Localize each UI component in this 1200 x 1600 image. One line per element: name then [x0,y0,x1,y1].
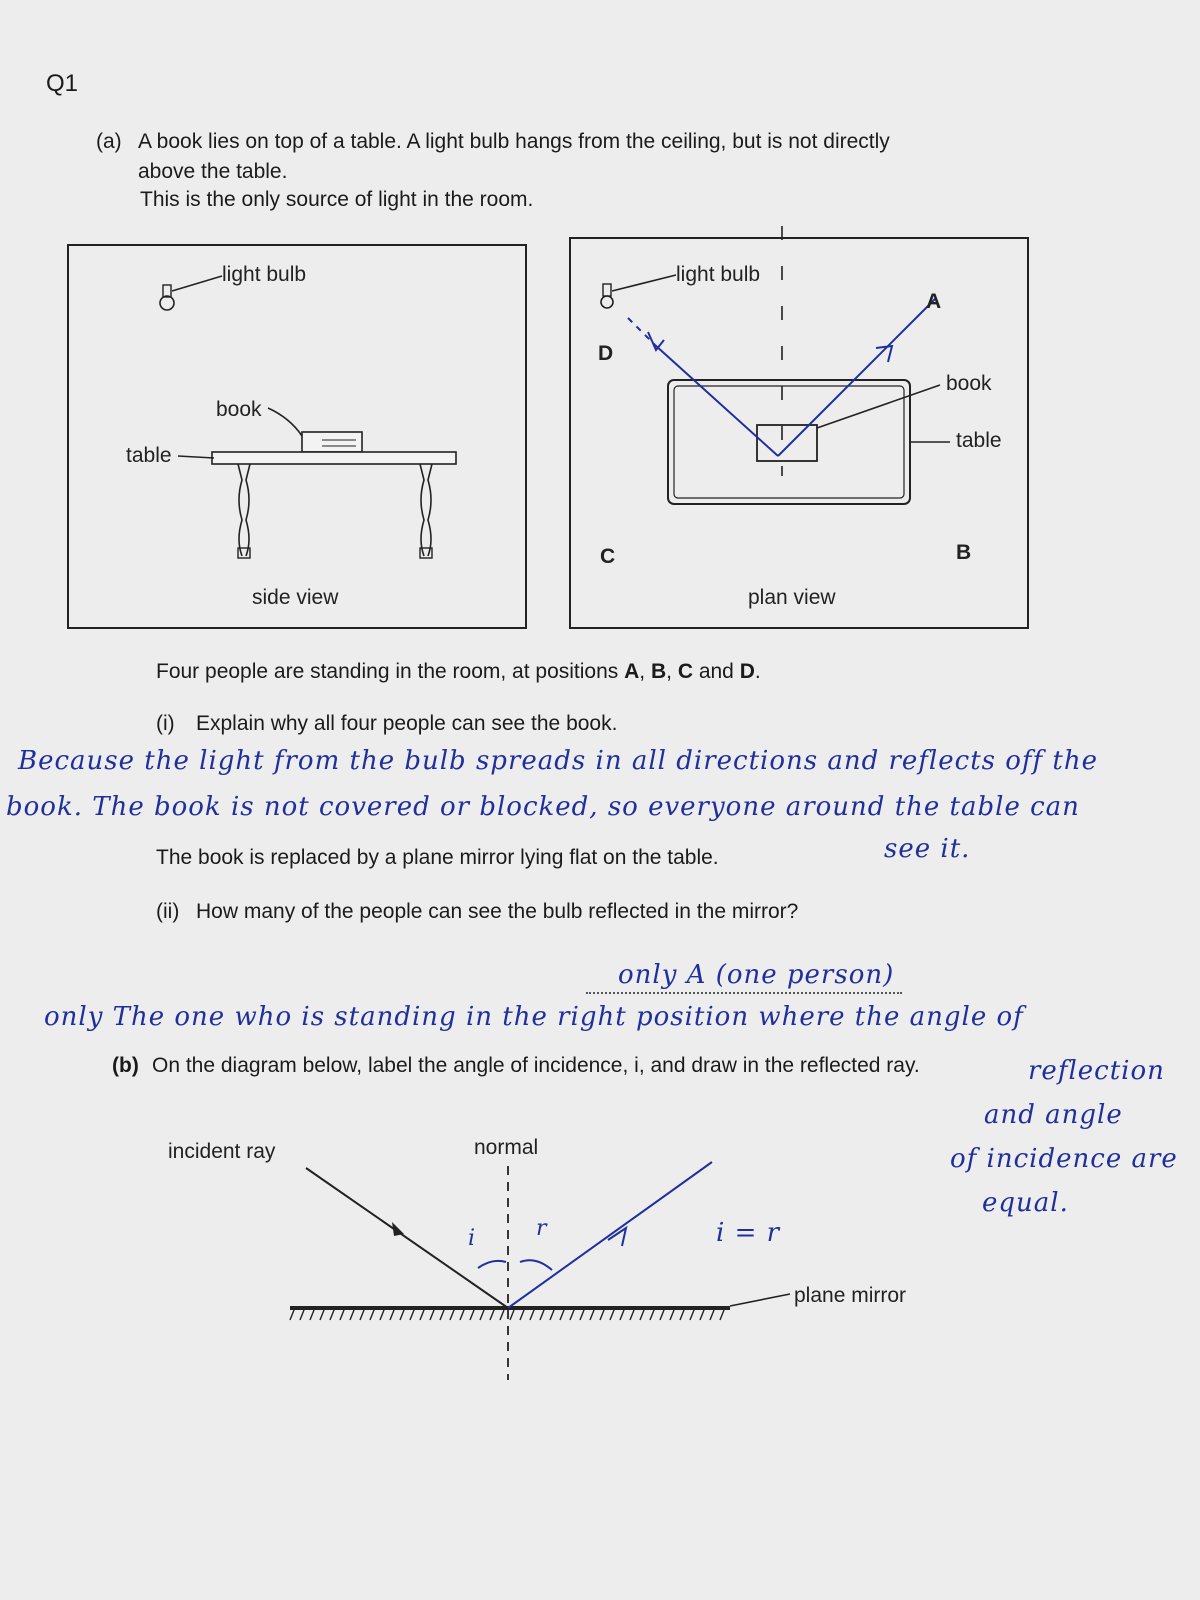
part-a-label: (a) [96,130,122,153]
people-pos-d: D [739,660,755,683]
people-sep2: , [666,660,678,683]
position-a: A [926,290,942,313]
part-ii-label: (ii) [156,900,180,923]
people-statement-prefix: Four people are standing in the room, at positions [156,660,625,683]
side-table-label: table [126,444,172,467]
plan-book-label: book [946,372,992,395]
mirror-hatching [290,1310,724,1320]
part-b-label: (b) [112,1054,139,1077]
position-c: C [600,545,616,568]
part-a-line3: This is the only source of light in the room. [140,188,534,211]
reflected-ray-drawing [478,1162,712,1308]
side-view-caption: side view [252,586,339,609]
mirror-statement: The book is replaced by a plane mirror lying flat on the table. [156,846,719,869]
part-i-text: Explain why all four people can see the book. [196,712,618,735]
people-end: . [754,660,761,683]
angle-r-label: r [536,1216,548,1241]
position-b: B [956,541,972,564]
people-pos-a: A [624,660,640,683]
answer-ii-short: only A (one person) [586,960,902,994]
people-pos-c: C [677,660,693,683]
side-book-label: book [216,398,262,421]
answer-ii-line2: reflection [1028,1056,1165,1086]
part-ii-text: How many of the people can see the bulb reflected in the mirror? [196,900,799,923]
part-a-line2: above the table. [138,160,288,183]
answer-i-line2: book. The book is not covered or blocked, so everyone around the table can [6,792,1080,822]
answer-ii-line3: and angle [984,1100,1123,1130]
answer-ii-line5: equal. [982,1188,1069,1218]
people-pos-b: B [650,660,667,683]
incident-ray-label: incident ray [168,1140,276,1163]
side-light-bulb-label: light bulb [222,263,307,286]
plane-mirror-label: plane mirror [794,1284,907,1307]
position-d: D [598,342,614,365]
incident-arrow-icon [392,1222,404,1236]
angle-i-label: i [468,1226,477,1251]
question-number: Q1 [46,70,79,97]
part-i-label: (i) [156,712,175,735]
answer-ii-line1: only The one who is standing in the right position where the angle of [44,1002,1024,1032]
people-and: and [692,660,740,683]
people-sep1: , [639,660,651,683]
part-a-line1: A book lies on top of a table. A light bulb hangs from the ceiling, but is not directly [138,130,890,153]
incident-ray-line [306,1168,508,1308]
normal-label: normal [474,1136,539,1159]
answer-i-line1: Because the light from the bulb spreads in all directions and reflects off the [18,746,1098,776]
plan-light-bulb-label: light bulb [676,263,761,286]
answer-ii-line4: of incidence are [950,1144,1178,1174]
answer-i-line3: see it. [884,834,971,864]
plan-table-label: table [956,429,1002,452]
angle-equation: i = r [716,1218,781,1248]
part-b-text: On the diagram below, label the angle of incidence, i, and draw in the reflected ray. [152,1054,920,1077]
plan-view-caption: plan view [748,586,836,609]
